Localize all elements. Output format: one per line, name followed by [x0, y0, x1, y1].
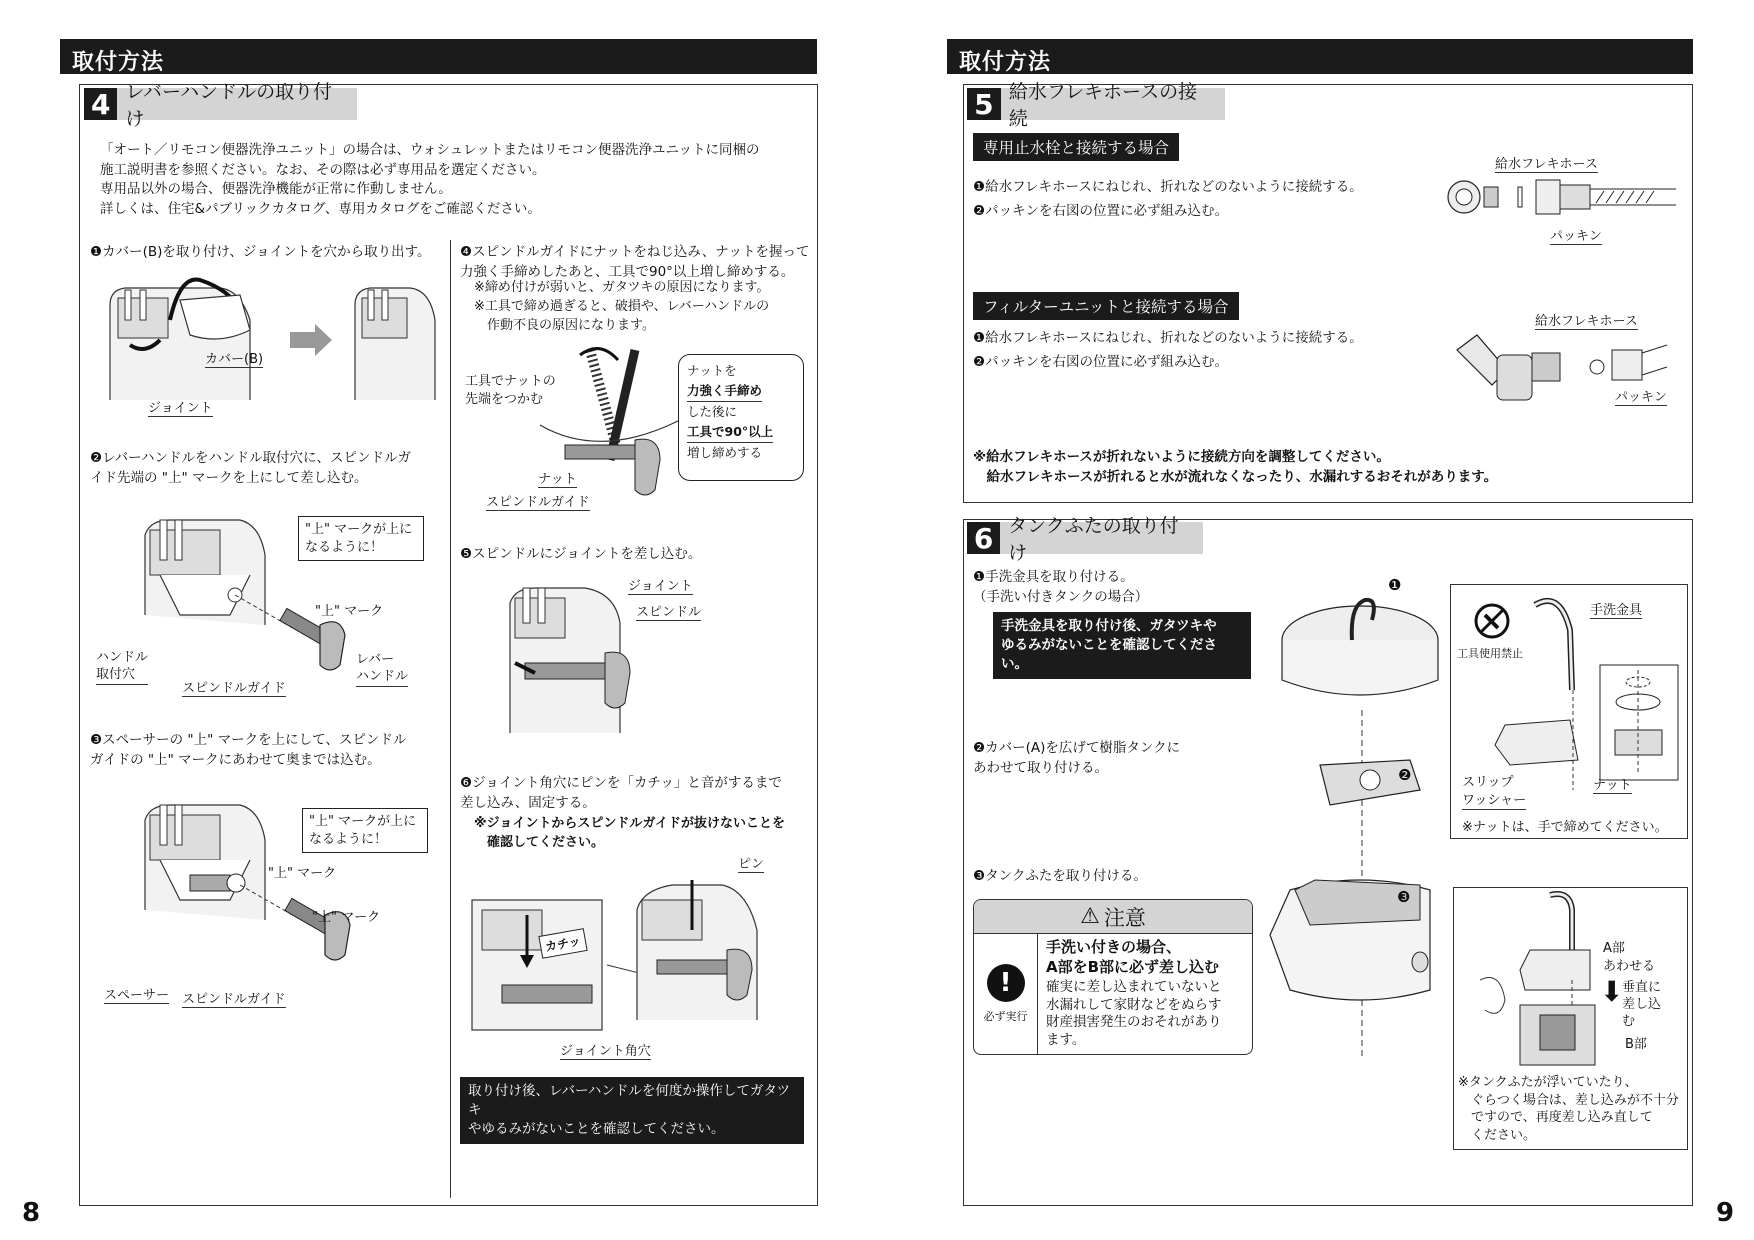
part-b-label: B部 [1625, 1037, 1647, 1052]
step3-guide-label: スピンドルガイド [182, 988, 286, 1008]
page-number-right: 9 [1716, 1198, 1735, 1228]
left-header: 取付方法 [60, 39, 817, 74]
step3-mark1-label: "上" マーク [268, 866, 337, 881]
step2-hole-label: ハンドル 取付穴 [96, 650, 148, 685]
step4-notes: ※締め付けが弱いと、ガタツキの原因になります。 ※工具で締め過ぎると、破損や、レバーハンドルの 作動不良の原因になります。 [474, 280, 770, 333]
lid-insert-illustration [1460, 890, 1610, 1065]
faucet-detail-illustration [1490, 590, 1680, 790]
step3-spacer-label: スペーサー [104, 984, 169, 1004]
section-number: 6 [967, 522, 1000, 554]
step5-text: ❺スピンドルにジョイントを差し込む。 [460, 546, 702, 562]
caution-body [974, 934, 1252, 1054]
part-a-label: A部 あわせる [1603, 941, 1656, 974]
step6-note: ※ジョイントからスピンドルガイドが抜けないことを 確認してください。 [474, 816, 785, 850]
band-dedicated-valve: 専用止水栓と接続する場合 [973, 133, 1179, 161]
faucet-label: 手洗金具 [1590, 599, 1642, 619]
lid-note: ※タンクふたが浮いていたり、 ぐらつく場合は、差し込みが不十分 ですので、再度差し込み直して ください。 [1458, 1075, 1679, 1143]
band2-hose-label: 給水フレキホース [1535, 310, 1638, 330]
vertical-insert-label: 垂直に 差し込 む [1622, 980, 1662, 1029]
band1-hose-label: 給水フレキホース [1495, 153, 1598, 173]
step2-callout: "上" マークが上に なるように！ [298, 516, 424, 561]
section-6-title [967, 515, 1203, 564]
step5-illustration [505, 583, 645, 733]
callout-line5: 増し締めする [687, 445, 763, 460]
step3-callout: "上" マークが上に なるように！ [302, 808, 428, 853]
step5-joint-label: ジョイント [628, 575, 693, 595]
callout-line1: ナットを [687, 363, 737, 378]
tank-exploded-illustration [1270, 590, 1460, 1060]
step2-lever-label: レバー ハンドル [356, 652, 408, 687]
s6-step1: ❶手洗金具を取り付ける。 （手洗い付きタンクの場合） [973, 569, 1149, 605]
section-title: レバーハンドルの取り付け [125, 81, 333, 130]
section-5-title [967, 81, 1225, 130]
step2-guide-label: スピンドルガイド [182, 677, 286, 697]
step3-mark2-label: "上" マーク [312, 910, 381, 925]
step3-text: ❸スペーサーの "上" マークを上にして、スピンドル ガイドの "上" マークにあわせて奥までは込む。 [90, 732, 407, 768]
nut-note: ※ナットは、手で締めてください。 [1462, 820, 1668, 835]
callout-line4: 工具で90°以上 [687, 422, 773, 443]
intro-text: 「オート／リモコン便器洗浄ユニット」の場合は、ウォシュレットまたはリモコン便器洗浄ユニットに同梱の 施工説明書を参照ください。なお、その際は必ず専用品を選定ください。 専用品以外の場合、便器洗浄機能が正常に作動しません。 詳しくは、住宅&パブリックカタログ、専用カタログをご確認ください。 [100, 142, 760, 217]
nut-label: ナット [1593, 774, 1632, 794]
must-do-icon: ! [987, 964, 1025, 1002]
caution-box [973, 899, 1253, 1055]
band2-steps: ❶給水フレキホースにねじれ、折れなどのないように接続する。 ❷パッキンを右図の位置に必ず組み込む。 [973, 330, 1363, 370]
band1-packing-label: パッキン [1550, 225, 1602, 245]
step1-joint-label: ジョイント [148, 397, 213, 417]
section-number: 5 [967, 88, 1001, 120]
step6-pin-label: ピン [738, 853, 764, 873]
caution-text [1038, 934, 1252, 1054]
left-footer-band: 取り付け後、レバーハンドルを何度か操作してガタツキ やゆるみがないことを確認してください。 [460, 1077, 804, 1144]
step4-guide-label: スピンドルガイド [486, 491, 590, 511]
step1-text: ❶カバー(B)を取り付け、ジョイントを穴から取り出す。 [90, 244, 431, 260]
section-number: 4 [84, 88, 117, 120]
step4-text: ❹スピンドルガイドにナットをねじ込み、ナットを握って 力強く手締めしたあと、工具で90°以上増し締めする。 [460, 244, 810, 280]
must-do-column [974, 934, 1038, 1054]
page-number-left: 8 [22, 1198, 41, 1228]
must-do-label: 必ず実行 [983, 1010, 1028, 1023]
step4-nut-label: ナット [538, 468, 577, 488]
band2-packing-label: パッキン [1615, 386, 1667, 406]
s6-band: 手洗金具を取り付け後、ガタツキや ゆるみがないことを確認してください。 [993, 612, 1251, 679]
step4-tool-label: 工具でナットの 先端をつかむ [465, 374, 556, 407]
callout-line2: 力強く手締め [687, 381, 762, 402]
section5-note: ※給水フレキホースが折れないように接続方向を調整してください。 給水フレキホースが折れると水が流れなくなったり、水漏れするおそれがあります。 [973, 449, 1498, 485]
no-tool-label: 工具使用禁止 [1457, 647, 1523, 660]
step2-text: ❷レバーハンドルをハンドル取付穴に、スピンドルガ イド先端の "上" マークを上にして差し込む。 [90, 450, 411, 486]
caution-header [974, 900, 1252, 934]
marker-2: ❷ [1398, 766, 1412, 784]
band-filter-unit: フィルターユニットと接続する場合 [973, 292, 1239, 320]
marker-1: ❶ [1388, 576, 1402, 594]
section-4-title [84, 81, 357, 130]
step2-mark-label: "上" マーク [315, 604, 384, 619]
down-arrow-icon: ⬇ [1600, 975, 1624, 1008]
step5-spindle-label: スピンドル [636, 601, 701, 621]
click-burst: カチッ [538, 928, 587, 959]
caution-title: 注意 [1103, 905, 1146, 930]
section-title: 給水フレキホースの接続 [1008, 81, 1198, 130]
slip-washer-label: スリップ ワッシャー [1462, 774, 1526, 810]
s6-step3: ❸タンクふたを取り付ける。 [973, 868, 1147, 884]
step4-callout [678, 354, 804, 481]
step1-cover-label: カバー(B) [205, 348, 263, 368]
caution-head: 手洗い付きの場合、 A部をB部に必ず差し込む [1046, 938, 1220, 976]
band1-steps: ❶給水フレキホースにねじれ、折れなどのないように接続する。 ❷パッキンを右図の位置に必ず組み込む。 [973, 179, 1363, 219]
caution-body-text: 確実に差し込まれていないと 水漏れして家財などをぬらす 財産損害発生のおそれがあり ます。 [1046, 979, 1222, 1048]
callout-line3: した後に [687, 404, 738, 419]
section-title: タンクふたの取り付け [1008, 515, 1179, 564]
step6-hole-label: ジョイント角穴 [560, 1040, 651, 1060]
s6-step2: ❷カバー(A)を広げて樹脂タンクに あわせて取り付ける。 [973, 740, 1181, 776]
step1-illustration [100, 270, 440, 410]
column-divider [450, 240, 451, 1198]
step6-illustration [472, 870, 772, 1040]
marker-3: ❸ [1397, 888, 1411, 906]
step6-text: ❻ジョイント角穴にピンを「カチッ」と音がするまで 差し込み、固定する。 [460, 775, 782, 811]
warning-icon: ⚠ [1080, 904, 1100, 929]
right-header: 取付方法 [947, 39, 1693, 74]
